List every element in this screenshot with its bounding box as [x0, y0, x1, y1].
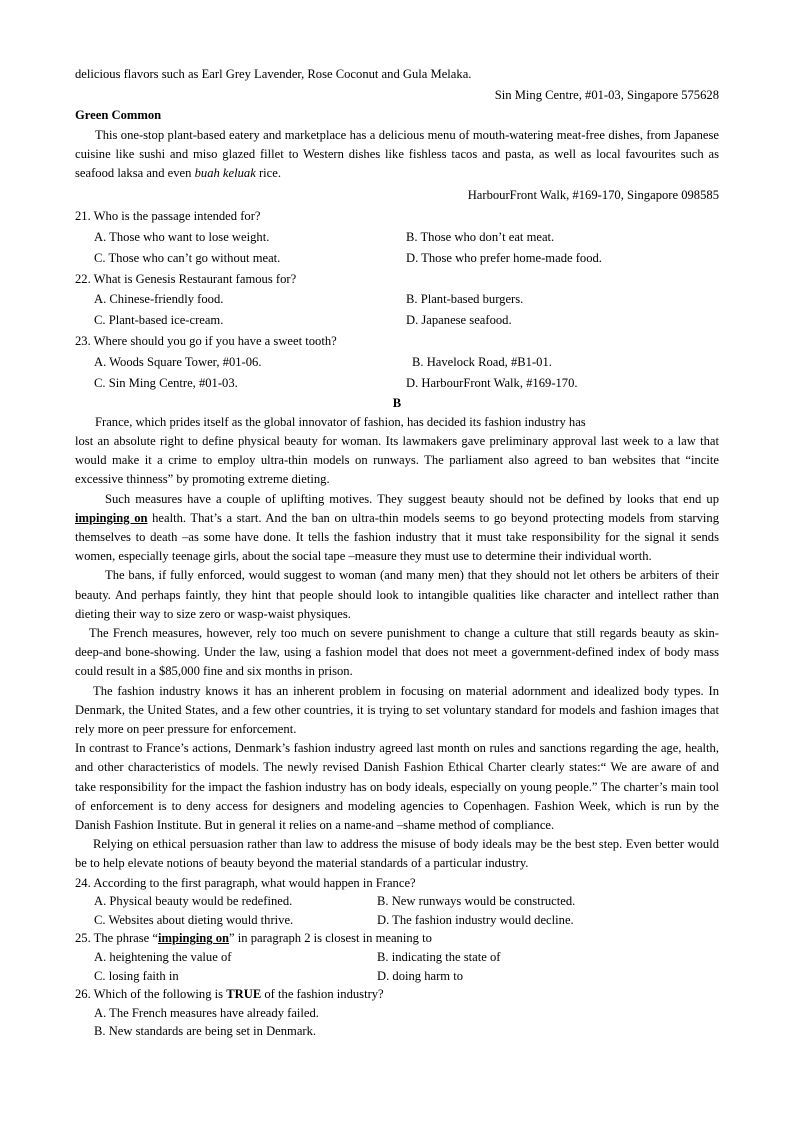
- option-a: A. Those who want to lose weight.: [94, 229, 270, 244]
- option-b: B. New standards are being set in Denmark.: [94, 1024, 317, 1039]
- question-stem: 21. Who is the passage intended for?: [75, 208, 261, 223]
- paragraph: lost an absolute right to define physical beauty for woman. Its lawmakers gave preliminary approval last week to a law that would make it a crime to employ ultra-thin models on runways. The parliament also agreed to ban websites that “incite excessive thinness” by promoting extreme dieting.: [75, 433, 719, 487]
- option-d: D. Japanese seafood.: [406, 313, 512, 328]
- underlined-phrase: impinging on: [75, 510, 148, 525]
- option-d: D. doing harm to: [377, 968, 464, 983]
- option-b: B. New runways would be constructed.: [377, 894, 576, 909]
- paragraph: Such measures have a couple of uplifting motives. They suggest beauty should not be defined by looks that end up impinging on health. That’s a start. And the ban on ultra-thin models seems to go beyond protecting models from starving themselves to death –as some have done. It tells the fashion industry that it must take responsibility for the signal it sends women, especially teenage girls, about the social tape –measure they must use to determine their individual worth.: [75, 491, 719, 564]
- options-grid: [75, 227, 719, 269]
- section-heading: Green Common: [75, 108, 162, 123]
- bold-term: TRUE: [226, 987, 262, 1002]
- options-grid: [75, 892, 719, 929]
- italic-term: buah keluak: [194, 166, 256, 181]
- option-d: D. HarbourFront Walk, #169-170.: [406, 375, 578, 390]
- question-stem: 22. What is Genesis Restaurant famous for?: [75, 271, 297, 286]
- options-list: [75, 1004, 719, 1041]
- option-a: A. The French measures have already failed.: [94, 1005, 319, 1020]
- option-c: C. Sin Ming Centre, #01-03.: [94, 375, 238, 390]
- paragraph: Relying on ethical persuasion rather than law to address the misuse of body ideals may be the best step. Even better would be to help elevate notions of beauty beyond the material standards of a particular industry.: [75, 837, 719, 871]
- paragraph: The bans, if fully enforced, would suggest to woman (and many men) that they should not let others be arbiters of their beauty. And perhaps faintly, they hint that people should look to intangible qualities like character and intellect rather than dieting their way to size zero or wasp-waist physiques.: [75, 568, 719, 621]
- option-a: A. Chinese-friendly food.: [94, 292, 224, 307]
- paragraph: The French measures, however, rely too much on severe punishment to change a culture that still regards beauty as skin-deep-and bone-showing. Under the law, using a fashion model that does not meet a government-defined index of body mass could result in a $85,000 fine and six months in prison.: [75, 626, 719, 679]
- question-stem: 23. Where should you go if you have a sweet tooth?: [75, 334, 337, 349]
- option-c: C. losing faith in: [94, 968, 179, 983]
- document-page: [75, 64, 719, 1041]
- question-stem: 26. Which of the following is TRUE of the fashion industry?: [75, 987, 384, 1002]
- option-b: B. indicating the state of: [377, 950, 501, 965]
- option-c: C. Websites about dieting would thrive.: [94, 912, 294, 927]
- paragraph-first-line: France, which prides itself as the global innovator of fashion, has decided its fashion industry has: [95, 414, 586, 429]
- options-grid: [75, 289, 719, 331]
- paragraph: This one-stop plant-based eatery and marketplace has a delicious menu of mouth-watering meat-free dishes, from Japanese cuisine like sushi and miso glazed fillet to Western dishes like fishless tacos and pasta, as well as local favourites such as seafood laksa and even buah keluak rice.: [75, 127, 719, 181]
- option-a: A. Woods Square Tower, #01-06.: [94, 354, 262, 369]
- paragraph: The fashion industry knows it has an inherent problem in focusing on material adornment and idealized body types. In Denmark, the United States, and a few other countries, it is trying to set voluntary standard for models and fashion images that rely more on peer pressure for enforcement.: [75, 683, 719, 737]
- options-grid: [75, 948, 719, 985]
- section-label: B: [392, 395, 402, 410]
- option-b: B. Plant-based burgers.: [406, 292, 524, 307]
- option-c: C. Plant-based ice-cream.: [94, 313, 224, 328]
- underlined-phrase: impinging on: [158, 931, 230, 946]
- address-line: Sin Ming Centre, #01-03, Singapore 575628: [494, 87, 719, 102]
- option-b: B. Those who don’t eat meat.: [406, 229, 555, 244]
- options-grid: [75, 352, 719, 394]
- option-a: A. Physical beauty would be redefined.: [94, 894, 293, 909]
- address-line: HarbourFront Walk, #169-170, Singapore 098585: [467, 188, 719, 203]
- option-a: A. heightening the value of: [94, 950, 232, 965]
- text-line: delicious flavors such as Earl Grey Lavender, Rose Coconut and Gula Melaka.: [75, 67, 472, 81]
- option-d: D. The fashion industry would decline.: [377, 912, 574, 927]
- question-stem: 25. The phrase “impinging on” in paragraph 2 is closest in meaning to: [75, 931, 432, 946]
- option-c: C. Those who can’t go without meat.: [94, 250, 281, 265]
- option-b: B. Havelock Road, #B1-01.: [412, 354, 552, 369]
- option-d: D. Those who prefer home-made food.: [406, 250, 602, 265]
- paragraph: In contrast to France’s actions, Denmark’s fashion industry agreed last month on rules and sanctions regarding the age, health, and other characteristics of models. The newly revised Danish Fashion Ethical Charter clearly states:“ We are aware of and take responsibility for the impact the fashion industry has on body ideals, especially on young people.” The charter’s main tool of enforcement is to deny access for designers and modeling agencies to Copenhagen. Fashion Week, which is run by the Danish Fashion Institute. But in general it relies on a name-and –shame method of compliance.: [75, 741, 719, 833]
- question-stem: 24. According to the first paragraph, what would happen in France?: [75, 875, 416, 890]
